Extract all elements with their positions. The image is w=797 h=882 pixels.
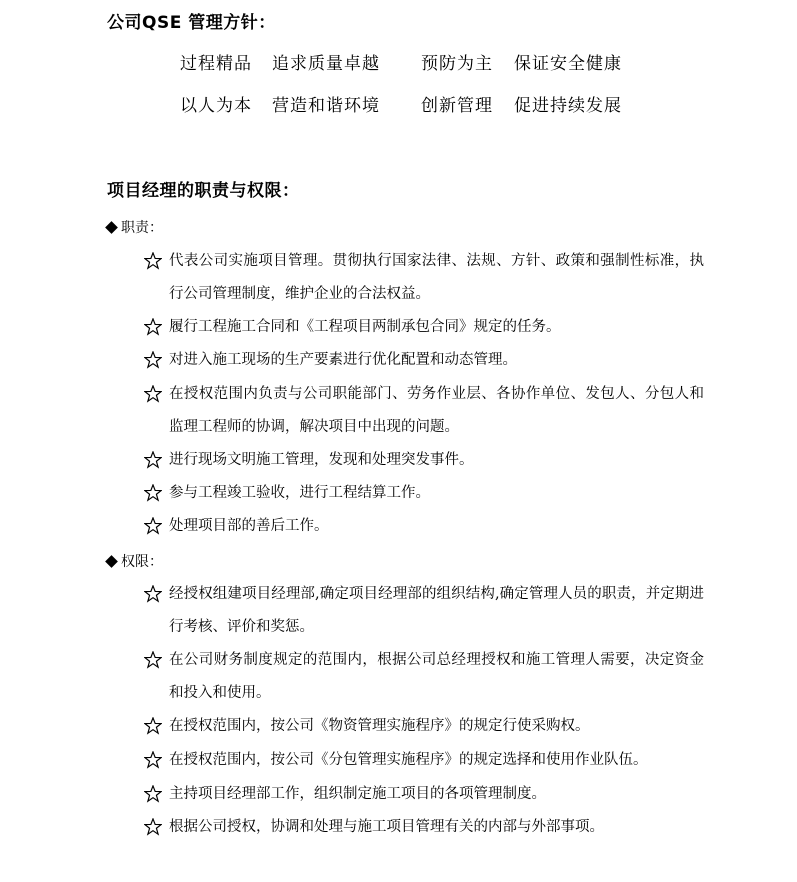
- duty-item-text: 参与工程竣工验收，进行工程结算工作。: [169, 485, 430, 501]
- star-outline-icon: [144, 818, 162, 836]
- duty-item: [144, 385, 704, 444]
- authority-item: [144, 585, 704, 644]
- authority-heading: [104, 551, 163, 571]
- star-outline-icon: [144, 717, 162, 735]
- policy-phrase: 过程精品: [180, 54, 252, 74]
- duty-item: [144, 351, 704, 377]
- duty-item: [144, 252, 704, 311]
- policy-phrase: 促进持续发展: [514, 96, 622, 116]
- duty-item-text: 处理项目部的善后工作。: [169, 518, 329, 534]
- duty-item: [144, 517, 704, 543]
- star-outline-icon: [144, 751, 162, 769]
- duty-item: [144, 451, 704, 477]
- authority-item-text: 主持项目经理部工作，组织制定施工项目的各项管理制度。: [169, 786, 546, 802]
- authority-item-text: 在授权范围内，按公司《分包管理实施程序》的规定选择和使用作业队伍。: [169, 752, 648, 768]
- policy-phrase: 追求质量卓越: [272, 54, 380, 74]
- duty-item-text: 进行现场文明施工管理，发现和处理突发事件。: [169, 452, 474, 468]
- duty-item-text: 代表公司实施项目管理。贯彻执行国家法律、法规、方针、政策和强制性标准，执行公司管理制度，维护企业的合法权益。: [169, 253, 704, 302]
- policy-heading: 公司QSE 管理方针：: [107, 13, 276, 33]
- authority-item: [144, 818, 704, 844]
- duty-item-text: 履行工程施工合同和《工程项目两制承包合同》规定的任务。: [169, 319, 561, 335]
- authority-label: 权限：: [121, 554, 163, 570]
- policy-phrase: 营造和谐环境: [272, 96, 380, 116]
- star-outline-icon: [144, 318, 162, 336]
- star-outline-icon: [144, 451, 162, 469]
- policy-phrase: 创新管理: [421, 96, 493, 116]
- authority-item-text: 根据公司授权，协调和处理与施工项目管理有关的内部与外部事项。: [169, 819, 604, 835]
- authority-item-text: 在授权范围内，按公司《物资管理实施程序》的规定行使采购权。: [169, 718, 590, 734]
- authority-item-text: 经授权组建项目经理部,确定项目经理部的组织结构,确定管理人员的职责，并定期进行考核、评价和奖惩。: [169, 586, 704, 635]
- duty-item-text: 在授权范围内负责与公司职能部门、劳务作业层、各协作单位、发包人、分包人和监理工程师的协调，解决项目中出现的问题。: [169, 386, 704, 435]
- star-outline-icon: [144, 785, 162, 803]
- policy-phrase: 以人为本: [180, 96, 252, 116]
- policy-phrase: 预防为主: [421, 54, 493, 74]
- diamond-bullet-icon: [105, 221, 118, 234]
- star-outline-icon: [144, 585, 162, 603]
- duty-item: [144, 484, 704, 510]
- duty-item-text: 对进入施工现场的生产要素进行优化配置和动态管理。: [169, 352, 517, 368]
- authority-item: [144, 751, 704, 777]
- policy-phrase: 保证安全健康: [514, 54, 622, 74]
- diamond-bullet-icon: [105, 555, 118, 568]
- authority-item: [144, 785, 704, 811]
- star-outline-icon: [144, 651, 162, 669]
- star-outline-icon: [144, 484, 162, 502]
- star-outline-icon: [144, 517, 162, 535]
- authority-item: [144, 651, 704, 710]
- duties-label: 职责：: [121, 220, 163, 236]
- authority-item-text: 在公司财务制度规定的范围内，根据公司总经理授权和施工管理人需要，决定资金和投入和使用。: [169, 652, 704, 701]
- duties-heading: [104, 217, 163, 237]
- section-heading: 项目经理的职责与权限：: [107, 181, 300, 201]
- duty-item: [144, 318, 704, 344]
- star-outline-icon: [144, 252, 162, 270]
- star-outline-icon: [144, 351, 162, 369]
- star-outline-icon: [144, 385, 162, 403]
- authority-item: [144, 717, 704, 743]
